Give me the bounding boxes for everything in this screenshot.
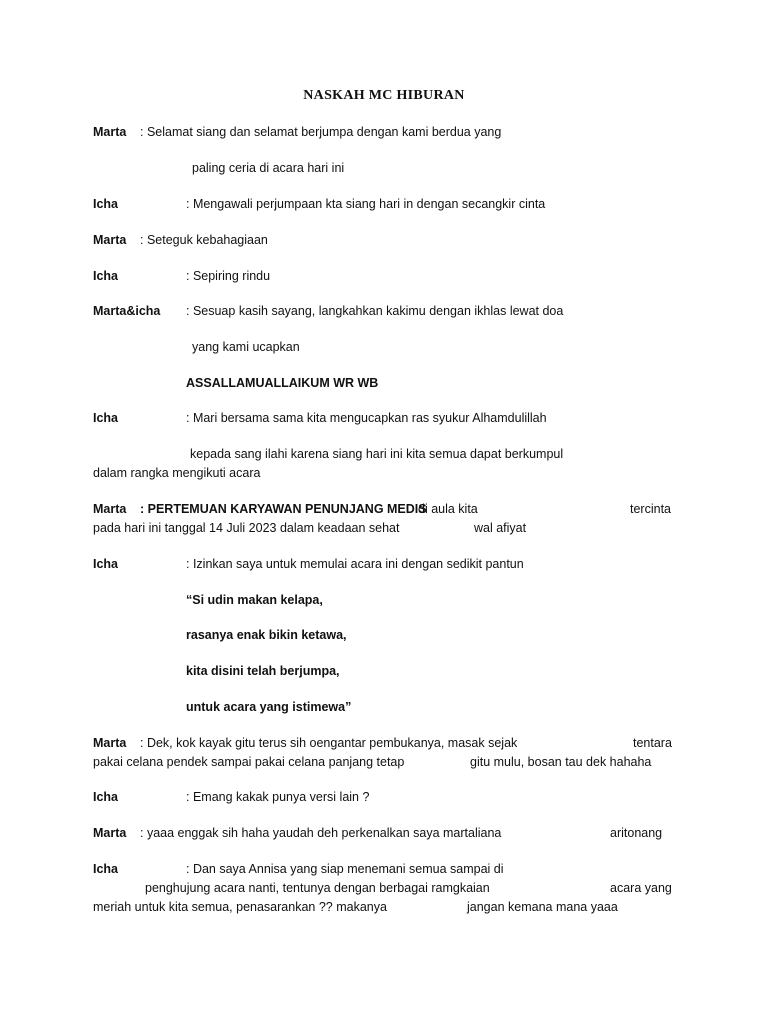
pantun-line: “Si udin makan kelapa,: [186, 593, 323, 607]
dialogue-line: penghujung acara nanti, tentunya dengan berbagai ramgkaian: [145, 881, 490, 895]
dialogue-line: : Mengawali perjumpaan kta siang hari in dengan secangkir cinta: [186, 197, 546, 211]
dialogue-line: : Sesuap kasih sayang, langkahkan kakimu dengan ikhlas lewat doa: [186, 304, 564, 318]
speaker-label: Icha: [93, 197, 119, 211]
speaker-label: Icha: [93, 269, 119, 283]
dialogue-line: : Dek, kok kayak gitu terus sih oengantar pembukanya, masak sejak: [140, 736, 518, 750]
dialogue-line: : Selamat siang dan selamat berjumpa dengan kami berdua yang: [140, 125, 502, 139]
dialogue-line: tercinta: [630, 502, 671, 516]
dialogue-line: yang kami ucapkan: [192, 340, 300, 354]
dialogue-line: aritonang: [610, 826, 663, 840]
dialogue-line: jangan kemana mana yaaa: [467, 900, 618, 914]
speaker-label: Icha: [93, 862, 119, 876]
pantun-line: kita disini telah berjumpa,: [186, 664, 340, 678]
dialogue-line: gitu mulu, bosan tau dek hahaha: [470, 755, 652, 769]
speaker-label: Icha: [93, 411, 119, 425]
dialogue-line: : Seteguk kebahagiaan: [140, 233, 268, 247]
dialogue-line: : Sepiring rindu: [186, 269, 271, 283]
speaker-label: Marta: [93, 233, 127, 247]
dialogue-line: : Izinkan saya untuk memulai acara ini dengan sedikit pantun: [186, 557, 524, 571]
speaker-label: Marta&icha: [93, 304, 161, 318]
pantun-line: untuk acara yang istimewa”: [186, 700, 352, 714]
dialogue-line: : Dan saya Annisa yang siap menemani semua sampai di: [186, 862, 504, 876]
greeting-line: ASSALLAMUALLAIKUM WR WB: [186, 376, 379, 390]
document-title: NASKAH MC HIBURAN: [303, 88, 465, 103]
dialogue-line: wal afiyat: [474, 521, 527, 535]
speaker-label: Marta: [93, 125, 127, 139]
speaker-label: Marta: [93, 736, 127, 750]
dialogue-line: acara yang: [610, 881, 672, 895]
dialogue-line: tentara: [633, 736, 672, 750]
dialogue-line: dalam rangka mengikuti acara: [93, 466, 261, 480]
pantun-line: rasanya enak bikin ketawa,: [186, 628, 347, 642]
dialogue-line: pada hari ini tanggal 14 Juli 2023 dalam keadaan sehat: [93, 521, 400, 535]
speaker-label: Marta: [93, 826, 127, 840]
speaker-label: Icha: [93, 557, 119, 571]
dialogue-line: : yaaa enggak sih haha yaudah deh perkenalkan saya martaliana: [140, 826, 502, 840]
event-name: : PERTEMUAN KARYAWAN PENUNJANG MEDIS: [140, 502, 427, 516]
dialogue-line: : Mari bersama sama kita mengucapkan ras syukur Alhamdulillah: [186, 411, 547, 425]
dialogue-line: kepada sang ilahi karena siang hari ini kita semua dapat berkumpul: [190, 447, 564, 461]
dialogue-line: di aula kita: [418, 502, 478, 516]
speaker-label: Marta: [93, 502, 127, 516]
dialogue-line: pakai celana pendek sampai pakai celana panjang tetap: [93, 755, 405, 769]
dialogue-line: : Emang kakak punya versi lain ?: [186, 790, 370, 804]
dialogue-line: paling ceria di acara hari ini: [192, 161, 345, 175]
speaker-label: Icha: [93, 790, 119, 804]
dialogue-line: meriah untuk kita semua, penasarankan ?? makanya: [93, 900, 387, 914]
